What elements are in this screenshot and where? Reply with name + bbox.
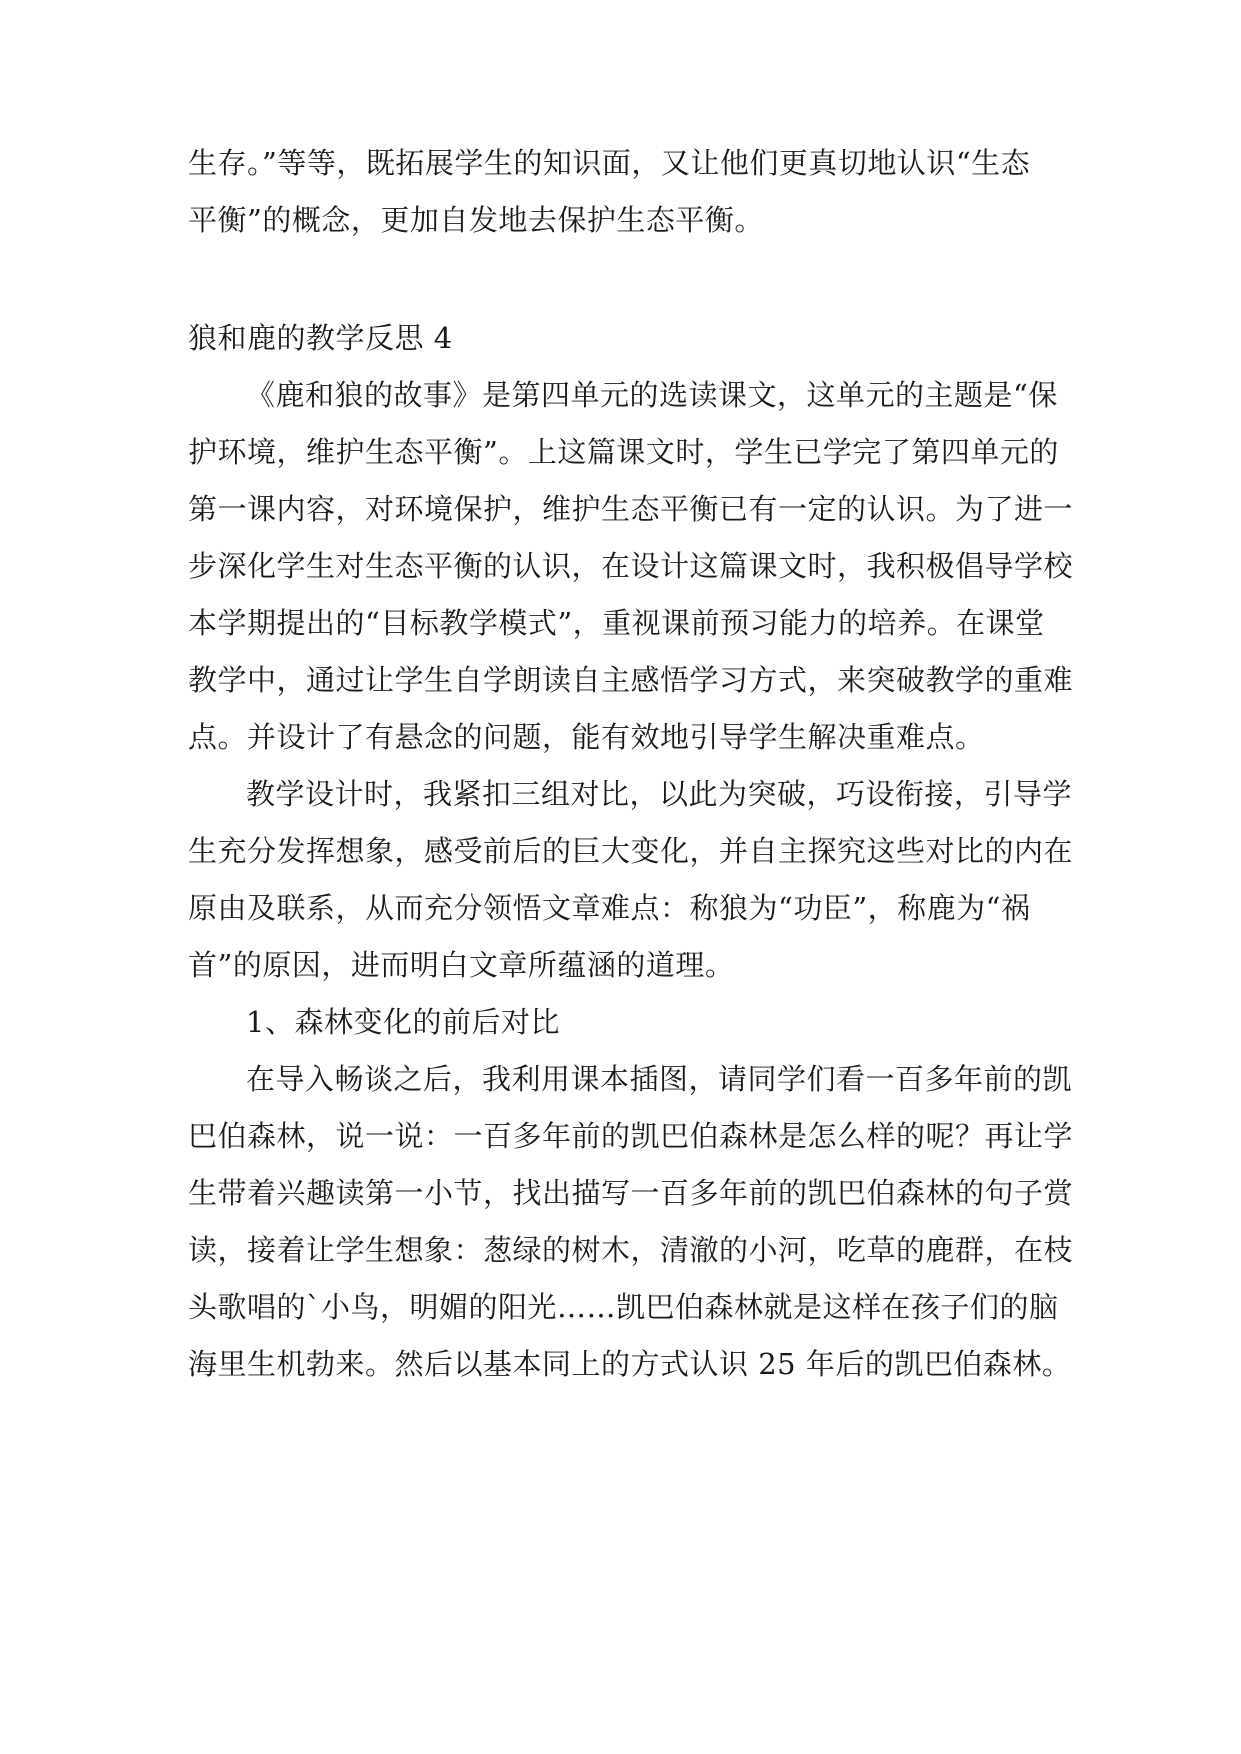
text-line: 生充分发挥想象，感受前后的巨大变化，并自主探究这些对比的内在 [188,834,1074,868]
text-line: 第一课内容，对环境保护，维护生态平衡已有一定的认识。为了进一 [188,492,1074,526]
text-line: 生带着兴趣读第一小节，找出描写一百多年前的凯巴伯森林的句子赏 [188,1176,1074,1210]
text-line: 教学中，通过让学生自学朗读自主感悟学习方式，来突破教学的重难 [188,663,1074,697]
text-line: 读，接着让学生想象：葱绿的树木，清澈的小河，吃草的鹿群，在枝 [188,1233,1074,1267]
text-line: 海里生机勃来。然后以基本同上的方式认识 25 年后的凯巴伯森林。 [188,1347,1072,1381]
section-title: 狼和鹿的教学反思 4 [188,321,453,355]
text-line: 本学期提出的“目标教学模式”，重视课前预习能力的培养。在课堂 [188,606,1045,640]
text-line: 《鹿和狼的故事》是第四单元的选读课文，这单元的主题是“保 [246,378,1058,412]
text-line: 教学设计时，我紧扣三组对比，以此为突破，巧设衔接，引导学 [246,777,1073,811]
text-line: 生存。”等等，既拓展学生的知识面，又让他们更真切地认识“生态 [188,146,1031,180]
text-line: 巴伯森林，说一说：一百多年前的凯巴伯森林是怎么样的呢？再让学 [188,1119,1074,1153]
text-line: 首”的原因，进而明白文章所蕴涵的道理。 [188,948,735,982]
text-line: 步深化学生对生态平衡的认识，在设计这篇课文时，我积极倡导学校 [188,549,1074,583]
text-line: 护环境，维护生态平衡”。上这篇课文时，学生已学完了第四单元的 [188,435,1059,469]
text-line: 在导入畅谈之后，我利用课本插图，请同学们看一百多年前的凯 [246,1062,1073,1096]
text-line: 原由及联系，从而充分领悟文章难点：称狼为“功臣”，称鹿为“祸 [188,891,1031,925]
text-line: 平衡”的概念，更加自发地去保护生态平衡。 [188,203,764,237]
text-line: 点。并设计了有悬念的问题，能有效地引导学生解决重难点。 [188,720,985,754]
subheading: 1、森林变化的前后对比 [246,1005,560,1039]
text-line: 头歌唱的`小鸟，明媚的阳光……凯巴伯森林就是这样在孩子们的脑 [188,1290,1059,1324]
